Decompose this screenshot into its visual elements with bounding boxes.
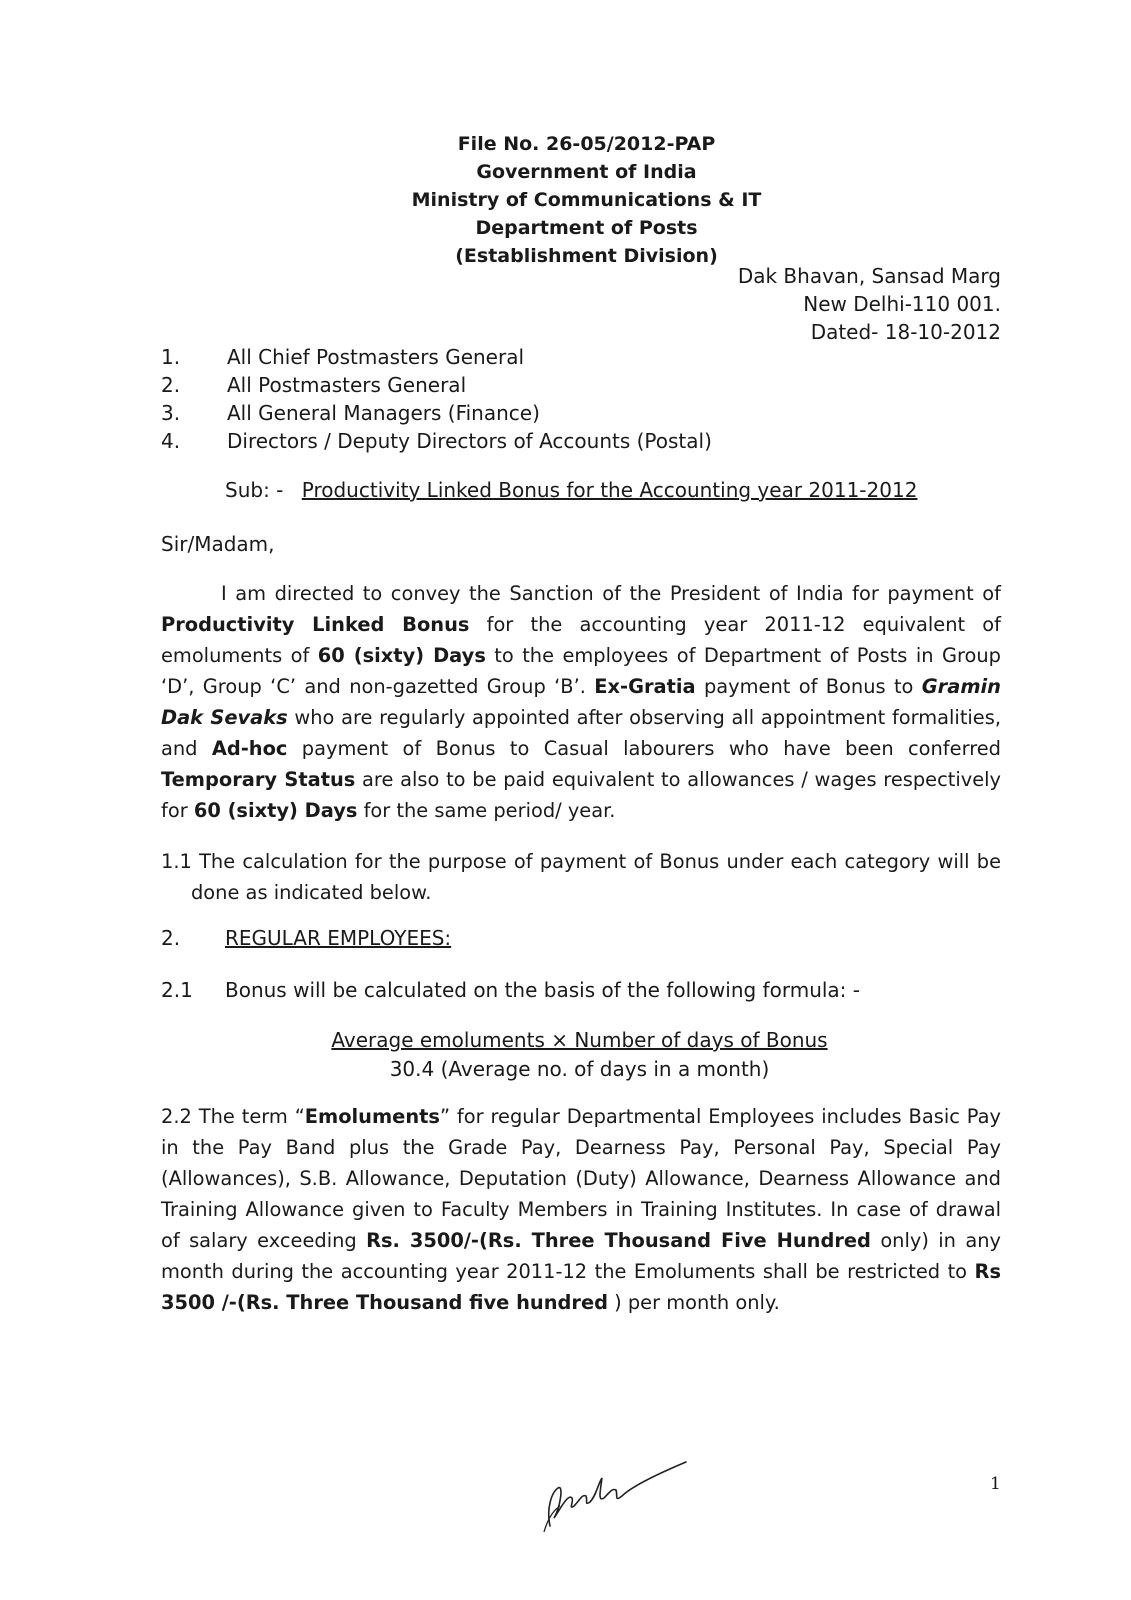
subject-text: Productivity Linked Bonus for the Accounting year 2011-2012 bbox=[301, 478, 918, 502]
letter-date: Dated- 18-10-2012 bbox=[810, 320, 1001, 344]
text-run: payment of Bonus to bbox=[695, 675, 922, 698]
salutation: Sir/Madam, bbox=[161, 532, 275, 556]
recipient-number: 1. bbox=[161, 345, 181, 369]
text-run: for the accounting year 2011-12 equivalent of emoluments of bbox=[161, 613, 1001, 667]
bold-italic-run: Gramin Dak Sevaks bbox=[161, 675, 1001, 729]
bold-run: Temporary Status bbox=[161, 768, 356, 791]
address-line-1: Dak Bhavan, Sansad Marg bbox=[737, 264, 1001, 288]
recipient-number: 2. bbox=[161, 373, 181, 397]
sender-address bbox=[738, 262, 1001, 346]
recipient-text: All Postmasters General bbox=[227, 373, 467, 397]
page-number: 1 bbox=[990, 1474, 1001, 1494]
recipient-item bbox=[161, 399, 712, 427]
recipient-text: Directors / Deputy Directors of Accounts (Postal) bbox=[227, 429, 712, 453]
text-run: 2.2 The term “ bbox=[161, 1105, 305, 1128]
paragraph-calculation: 1.1 The calculation for the purpose of payment of Bonus under each category will be done as indicated below. bbox=[161, 850, 1001, 904]
bold-run: 60 (sixty) Days bbox=[193, 799, 358, 822]
text-run: to the employees of Department of Posts in Group ‘D’, Group ‘C’ and non-gazetted Group ‘B’. bbox=[161, 644, 1001, 698]
section-heading bbox=[161, 926, 451, 950]
division-name: (Establishment Division) bbox=[455, 245, 718, 267]
text-run: I am directed to convey the Sanction of the President of India for payment of bbox=[221, 582, 1001, 605]
formula-denominator: 30.4 (Average no. of days in a month) bbox=[389, 1057, 770, 1081]
subject-label: Sub: - bbox=[225, 478, 284, 502]
paragraph-sanction bbox=[161, 578, 1001, 826]
file-number: File No. 26-05/2012-PAP bbox=[457, 133, 716, 155]
text-run: ” for regular Departmental Employees includes Basic Pay in the Pay Band plus the Grade Pay, Dearness Pay, Personal Pay, Special Pay (Allowances), S.B. Allowance, Deputation (Duty) Allowance, Dearness Allowance and Training Allowance given to Faculty Members in Training Institutes. In case of drawal of salary exceeding bbox=[161, 1105, 1001, 1252]
bold-run: Ex-Gratia bbox=[594, 675, 696, 698]
recipient-text: All General Managers (Finance) bbox=[227, 401, 540, 425]
text-run: payment of Bonus to Casual labourers who have been conferred bbox=[287, 737, 1001, 760]
address-line-2: New Delhi-110 001. bbox=[803, 292, 1001, 316]
paragraph-number: 2.1 bbox=[161, 978, 193, 1002]
subject-line bbox=[225, 478, 917, 502]
bold-run: Ad-hoc bbox=[211, 737, 288, 760]
recipient-item bbox=[161, 427, 712, 455]
recipient-list bbox=[161, 343, 712, 455]
bold-run: Productivity Linked Bonus bbox=[161, 613, 470, 636]
paragraph-emoluments bbox=[161, 1101, 1001, 1318]
bold-run: Rs 3500 /-(Rs. Three Thousand five hundred bbox=[161, 1260, 1001, 1314]
department-name: Department of Posts bbox=[475, 217, 698, 239]
bold-run: Emoluments bbox=[304, 1105, 440, 1128]
recipient-item bbox=[161, 371, 712, 399]
bold-run: Rs. 3500/-(Rs. Three Thousand Five Hundred bbox=[366, 1229, 871, 1252]
section-title: REGULAR EMPLOYEES: bbox=[225, 926, 452, 950]
text-run: who are regularly appointed after observing all appointment formalities, and bbox=[161, 706, 1001, 760]
signature-scribble bbox=[538, 1448, 688, 1534]
recipient-number: 3. bbox=[161, 401, 181, 425]
paragraph-text: Bonus will be calculated on the basis of the following formula: - bbox=[225, 978, 860, 1002]
formula-numerator: Average emoluments × Number of days of Bonus bbox=[331, 1028, 828, 1052]
text-run: for the same period/ year. bbox=[357, 799, 616, 822]
text-run: are also to be paid equivalent to allowances / wages respectively for bbox=[161, 768, 1002, 822]
letter-header bbox=[0, 130, 1131, 270]
recipient-number: 4. bbox=[161, 429, 181, 453]
paragraph-formula-intro bbox=[161, 978, 860, 1002]
text-run: only) in any month during the accounting year 2011-12 the Emoluments shall be restricted to bbox=[161, 1229, 1001, 1283]
text-run: ) per month only. bbox=[607, 1291, 780, 1314]
section-number: 2. bbox=[161, 926, 181, 950]
government-name: Government of India bbox=[476, 161, 697, 183]
bold-run: 60 (sixty) Days bbox=[317, 644, 486, 667]
bonus-formula bbox=[0, 1026, 1131, 1084]
ministry-name: Ministry of Communications & IT bbox=[411, 189, 762, 211]
recipient-item bbox=[161, 343, 712, 371]
recipient-text: All Chief Postmasters General bbox=[227, 345, 525, 369]
